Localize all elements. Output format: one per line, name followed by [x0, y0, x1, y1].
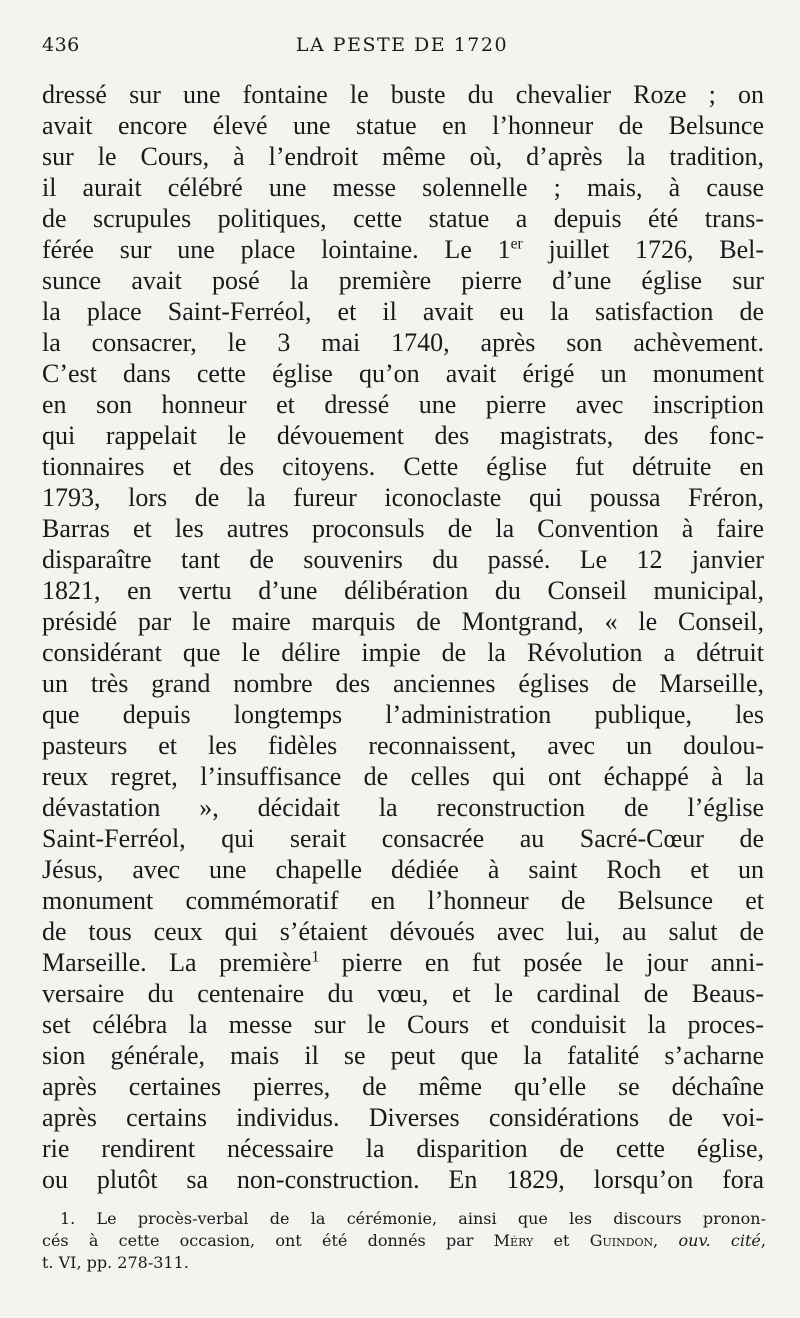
text-line: ou plutôt sa non-construction. En 1829, lorsqu’on fora [42, 1165, 764, 1194]
page-header [42, 34, 762, 64]
running-title: LA PESTE DE 1720 [295, 34, 509, 56]
author-name-mery: Méry [493, 1231, 534, 1250]
text-line: que depuis longtemps l’administration publique, les [42, 700, 764, 729]
footnote-line [42, 1230, 766, 1252]
footnote-reference: 1 [311, 948, 320, 966]
text-line: il aurait célébré une messe solennelle ; mais, à cause [42, 173, 764, 202]
text-line: de tous ceux qui s’étaient dévoués avec lui, au salut de [42, 917, 764, 946]
text-line: disparaître tant de souvenirs du passé. Le 12 janvier [42, 545, 764, 574]
text-line: Saint-Ferréol, qui serait consacrée au Sacré-Cœur de [42, 824, 764, 853]
text-line: dévastation », décidait la reconstruction de l’église [42, 793, 764, 822]
text-line: sunce avait posé la première pierre d’une église sur [42, 266, 764, 295]
footnote-text: , [653, 1231, 679, 1250]
text-line: 1793, lors de la fureur iconoclaste qui poussa Fréron, [42, 483, 764, 512]
superscript-er: er [510, 235, 523, 253]
footnote-text: , [760, 1231, 766, 1250]
text-line: C’est dans cette église qu’on avait érigé un monument [42, 359, 764, 388]
text-line-with-superscript: férée sur une place lointaine. Le 1er juillet 1726, Bel- [42, 235, 765, 264]
text-line: tionnaires et des citoyens. Cette église fut détruite en [42, 452, 764, 481]
footnote-text: et [533, 1231, 590, 1250]
text-line: rie rendirent nécessaire la disparition de cette église, [42, 1134, 764, 1163]
text-line: reux regret, l’insuffisance de celles qui ont échappé à la [42, 762, 764, 791]
text-line: de scrupules politiques, cette statue a depuis été trans- [42, 204, 764, 233]
footnote-line: t. VI, pp. 278-311. [42, 1253, 189, 1272]
text-line: la place Saint-Ferréol, et il avait eu la satisfaction de [42, 297, 764, 326]
page-number: 436 [42, 34, 80, 56]
citation-abbrev: ouv. cité [678, 1231, 761, 1250]
text-line: la consacrer, le 3 mai 1740, après son achèvement. [42, 328, 764, 357]
text-line: Barras et les autres proconsuls de la Convention à faire [42, 514, 764, 543]
text-line: sur le Cours, à l’endroit même où, d’après la tradition, [42, 142, 764, 171]
text-line: sion générale, mais il se peut que la fatalité s’acharne [42, 1041, 764, 1070]
text-line: après certaines pierres, de même qu’elle se déchaîne [42, 1072, 764, 1101]
text-line: avait encore élevé une statue en l’honneur de Belsunce [42, 111, 764, 140]
text-line: dressé sur une fontaine le buste du chevalier Roze ; on [42, 80, 764, 109]
text-line: Jésus, avec une chapelle dédiée à saint Roch et un [42, 855, 764, 884]
text-line-with-footnote-ref: Marseille. La première$^1$ pierre en fut posée le jour anni- [42, 948, 764, 977]
text-line: en son honneur et dressé une pierre avec inscription [42, 390, 764, 419]
text-line: versaire du centenaire du vœu, et le cardinal de Beaus- [42, 979, 764, 1008]
footnote-text: cés à cette occasion, ont été donnés par [42, 1231, 494, 1250]
footnote [42, 1208, 766, 1274]
author-name-guindon: Guindon [589, 1231, 654, 1250]
text-line: un très grand nombre des anciennes églises de Marseille, [42, 669, 764, 698]
footnote-line: 1. Le procès-verbal de la cérémonie, ainsi que les discours pronon- [60, 1209, 766, 1228]
text-line: monument commémoratif en l’honneur de Belsunce et [42, 886, 764, 915]
body-text [42, 79, 764, 1195]
text-line: pasteurs et les fidèles reconnaissent, avec un doulou- [42, 731, 764, 760]
text-line: qui rappelait le dévouement des magistrats, des fonc- [42, 421, 764, 450]
text-line: considérant que le délire impie de la Révolution a détruit [42, 638, 764, 667]
text-line: après certains individus. Diverses considérations de voi- [42, 1103, 764, 1132]
text-line: présidé par le maire marquis de Montgrand, « le Conseil, [42, 607, 764, 636]
text-line: 1821, en vertu d’une délibération du Conseil municipal, [42, 576, 764, 605]
text-line: set célébra la messe sur le Cours et conduisit la proces- [42, 1010, 764, 1039]
